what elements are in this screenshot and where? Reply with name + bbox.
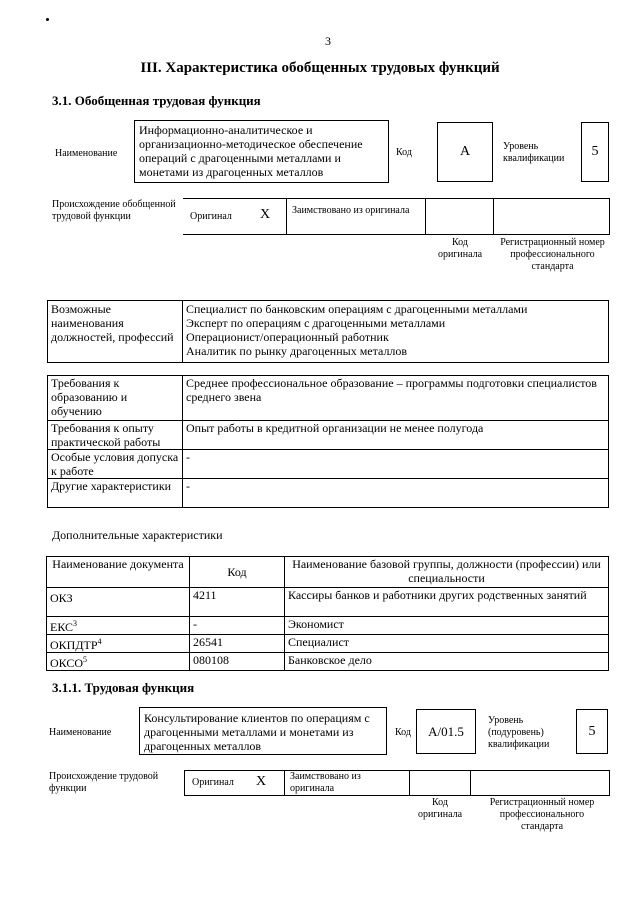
requirement-row (48, 479, 609, 508)
row-doc-footnote: 4 (97, 637, 102, 646)
scan-speck (46, 18, 49, 21)
position-item: Операционист/операционный работник (186, 330, 389, 344)
gtf-level-value: 5 (591, 144, 599, 159)
section-title: III. Характеристика обобщенных трудовых функций (140, 60, 500, 76)
table-row (47, 617, 609, 635)
requirement-row (48, 421, 609, 450)
gtf-origin-divider (425, 198, 426, 235)
tf-origin-divider (284, 770, 285, 796)
tf-origin-label: Происхождение трудовой функции (49, 771, 159, 794)
additional-header-row (47, 557, 609, 588)
gtf-name-value: Информационно-аналитическое и организационно-методическое обеспечение операций с драгоценными металлами и монетами из драгоценных металлов (139, 123, 363, 179)
table-row (47, 588, 609, 617)
row-doc-footnote: 3 (73, 619, 78, 628)
tf-origin-divider (470, 770, 471, 796)
tf-borrowed-label: Заимствовано из оригинала (290, 771, 361, 794)
row-name: Специалист (285, 635, 609, 653)
positions-label: Возможные наименования должностей, профессий (48, 301, 183, 363)
tf-code-value: A/01.5 (428, 724, 464, 739)
row-name: Кассиры банков и работники других родственных занятий (285, 588, 609, 617)
requirement-label: Требования к опыту практической работы (48, 421, 183, 450)
row-doc-footnote: 5 (83, 655, 88, 664)
tf-reg-number-caption: Регистрационный номер профессионального стандарта (489, 797, 595, 832)
gtf-origin-divider (286, 198, 287, 235)
requirement-value: Среднее профессиональное образование – программы подготовки специалистов среднего звена (183, 376, 609, 421)
requirement-row (48, 376, 609, 421)
tf-origin-divider (184, 770, 185, 796)
requirement-value: - (183, 479, 609, 508)
additional-table (46, 556, 609, 671)
gtf-origin-bottom-line (183, 234, 610, 235)
positions-list (183, 301, 609, 363)
requirement-label: Другие характеристики (48, 479, 183, 508)
tf-level-box (576, 709, 608, 754)
requirements-table (47, 375, 609, 508)
tf-origin-code-caption: Код оригинала (417, 797, 463, 820)
header-name: Наименование базовой группы, должности (профессии) или специальности (285, 557, 609, 588)
gtf-borrowed-label: Заимствовано из оригинала (292, 205, 410, 216)
gtf-origin-code-caption: Код оригинала (437, 237, 483, 260)
gtf-name-box (134, 120, 389, 183)
tf-origin-divider (409, 770, 410, 796)
row-doc: ЕКС (50, 620, 74, 634)
gtf-original-label: Оригинал (190, 211, 232, 222)
tf-level-value: 5 (588, 724, 596, 739)
gtf-level-label: Уровень квалификации (503, 141, 565, 164)
row-code: - (190, 617, 285, 635)
page-number: 3 (325, 34, 331, 48)
row-code: 080108 (190, 653, 285, 671)
tf-code-box (416, 709, 476, 754)
gtf-origin-label: Происхождение обобщенной трудовой функции (52, 199, 176, 222)
requirement-value: - (183, 450, 609, 479)
tf-code-label: Код (395, 727, 411, 738)
tf-name-box (139, 707, 387, 755)
gtf-reg-number-caption: Регистрационный номер профессионального стандарта (500, 237, 605, 272)
position-item: Эксперт по операциям с драгоценными металлами (186, 316, 446, 330)
tf-origin-divider (609, 770, 610, 796)
header-code: Код (190, 557, 285, 588)
row-doc: ОКСО (50, 656, 84, 670)
tf-title: 3.1.1. Трудовая функция (52, 680, 195, 695)
row-doc: ОКЗ (50, 591, 73, 605)
header-document: Наименование документа (47, 557, 190, 588)
gtf-origin-divider (493, 198, 494, 235)
gtf-code-box (437, 122, 493, 182)
table-row (47, 635, 609, 653)
requirement-label: Требования к образованию и обучению (48, 376, 183, 421)
gtf-code-label: Код (396, 147, 412, 158)
tf-original-mark: Х (256, 774, 267, 789)
row-doc: ОКПДТР (50, 638, 98, 652)
gtf-level-box (581, 122, 609, 182)
position-item: Специалист по банковским операциям с драгоценными металлами (186, 302, 528, 316)
position-item: Аналитик по рынку драгоценных металлов (186, 344, 408, 358)
gtf-origin-divider (609, 198, 610, 235)
row-name: Банковское дело (285, 653, 609, 671)
tf-origin-bottom-line (184, 795, 610, 796)
requirement-label: Особые условия допуска к работе (48, 450, 183, 479)
tf-original-label: Оригинал (192, 777, 234, 788)
gtf-original-mark: Х (260, 207, 271, 222)
gtf-origin-top-line (183, 198, 610, 199)
requirement-value: Опыт работы в кредитной организации не менее полугода (183, 421, 609, 450)
tf-level-label: Уровень (подуровень) квалификации (488, 715, 550, 750)
subsection-title: 3.1. Обобщенная трудовая функция (52, 93, 261, 108)
row-code: 26541 (190, 635, 285, 653)
requirement-row (48, 450, 609, 479)
row-code: 4211 (190, 588, 285, 617)
row-name: Экономист (285, 617, 609, 635)
tf-name-label: Наименование (49, 727, 112, 738)
gtf-name-label: Наименование (55, 148, 118, 159)
positions-table (47, 300, 609, 363)
tf-name-value: Консультирование клиентов по операциям с драгоценными металлами и монетами из драгоценных металлов (144, 711, 370, 753)
gtf-code-value: А (459, 144, 471, 159)
table-row (47, 653, 609, 671)
additional-title: Дополнительные характеристики (52, 528, 223, 542)
